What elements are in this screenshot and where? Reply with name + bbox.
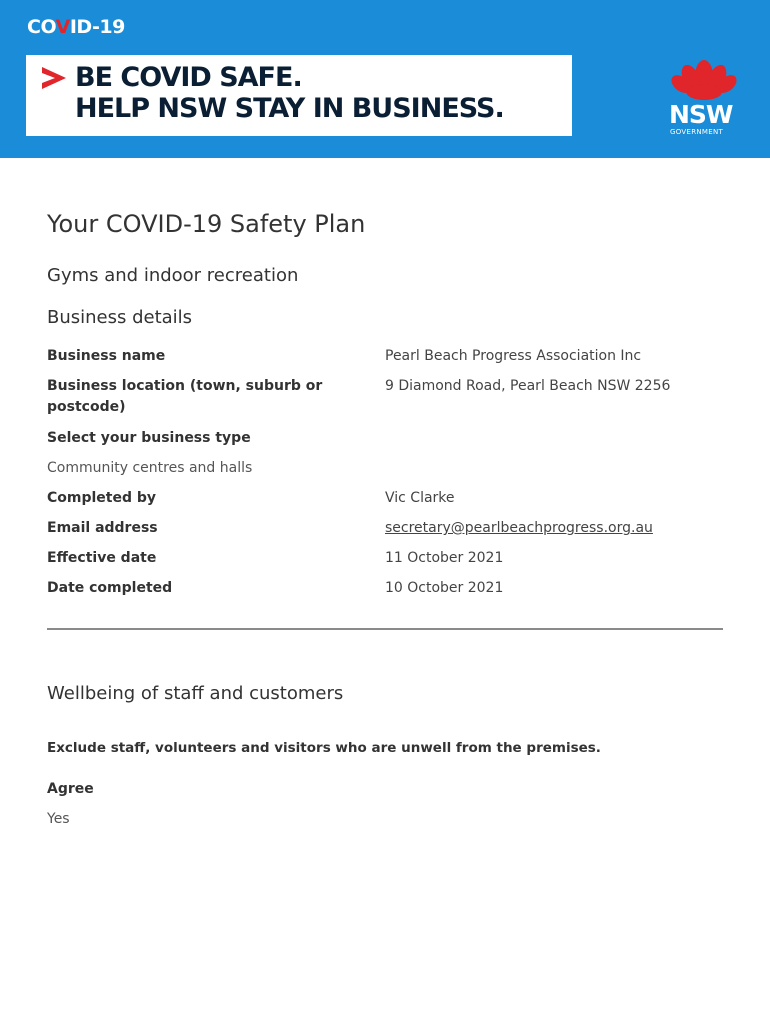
covid-19-label: COVID-19 (27, 16, 125, 38)
email-address-link[interactable]: secretary@pearlbeachprogress.org.au (385, 520, 653, 536)
section-divider (47, 628, 723, 630)
business-type-value: Community centres and halls (47, 460, 253, 476)
banner-headline-2: HELP NSW STAY IN BUSINESS. (75, 93, 504, 124)
business-details-heading: Business details (47, 307, 193, 328)
agree-label: Agree (47, 781, 94, 797)
business-type-label: Select your business type (47, 430, 251, 446)
safety-banner (26, 55, 572, 136)
nsw-logo-text: NSW (669, 100, 733, 129)
business-name-value: Pearl Beach Progress Association Inc (385, 348, 642, 364)
wellbeing-heading: Wellbeing of staff and customers (47, 683, 344, 704)
business-name-label: Business name (47, 348, 166, 364)
plan-category: Gyms and indoor recreation (47, 265, 299, 286)
agree-value: Yes (47, 811, 70, 827)
effective-date-label: Effective date (47, 550, 157, 566)
email-address-label: Email address (47, 520, 158, 536)
business-location-value: 9 Diamond Road, Pearl Beach NSW 2256 (385, 378, 671, 394)
completed-by-label: Completed by (47, 490, 157, 506)
completed-by-value: Vic Clarke (385, 490, 455, 506)
page-title: Your COVID-19 Safety Plan (47, 210, 366, 238)
header-banner (0, 0, 770, 158)
date-completed-value: 10 October 2021 (385, 580, 504, 596)
nsw-government-text: GOVERNMENT (670, 128, 724, 136)
chevron-right-icon (40, 64, 68, 92)
wellbeing-statement: Exclude staff, volunteers and visitors who are unwell from the premises. (47, 740, 601, 756)
banner-headline-1: BE COVID SAFE. (75, 62, 302, 93)
effective-date-value: 11 October 2021 (385, 550, 504, 566)
business-location-label: Business location (town, suburb or postcode) (47, 378, 323, 415)
date-completed-label: Date completed (47, 580, 173, 596)
